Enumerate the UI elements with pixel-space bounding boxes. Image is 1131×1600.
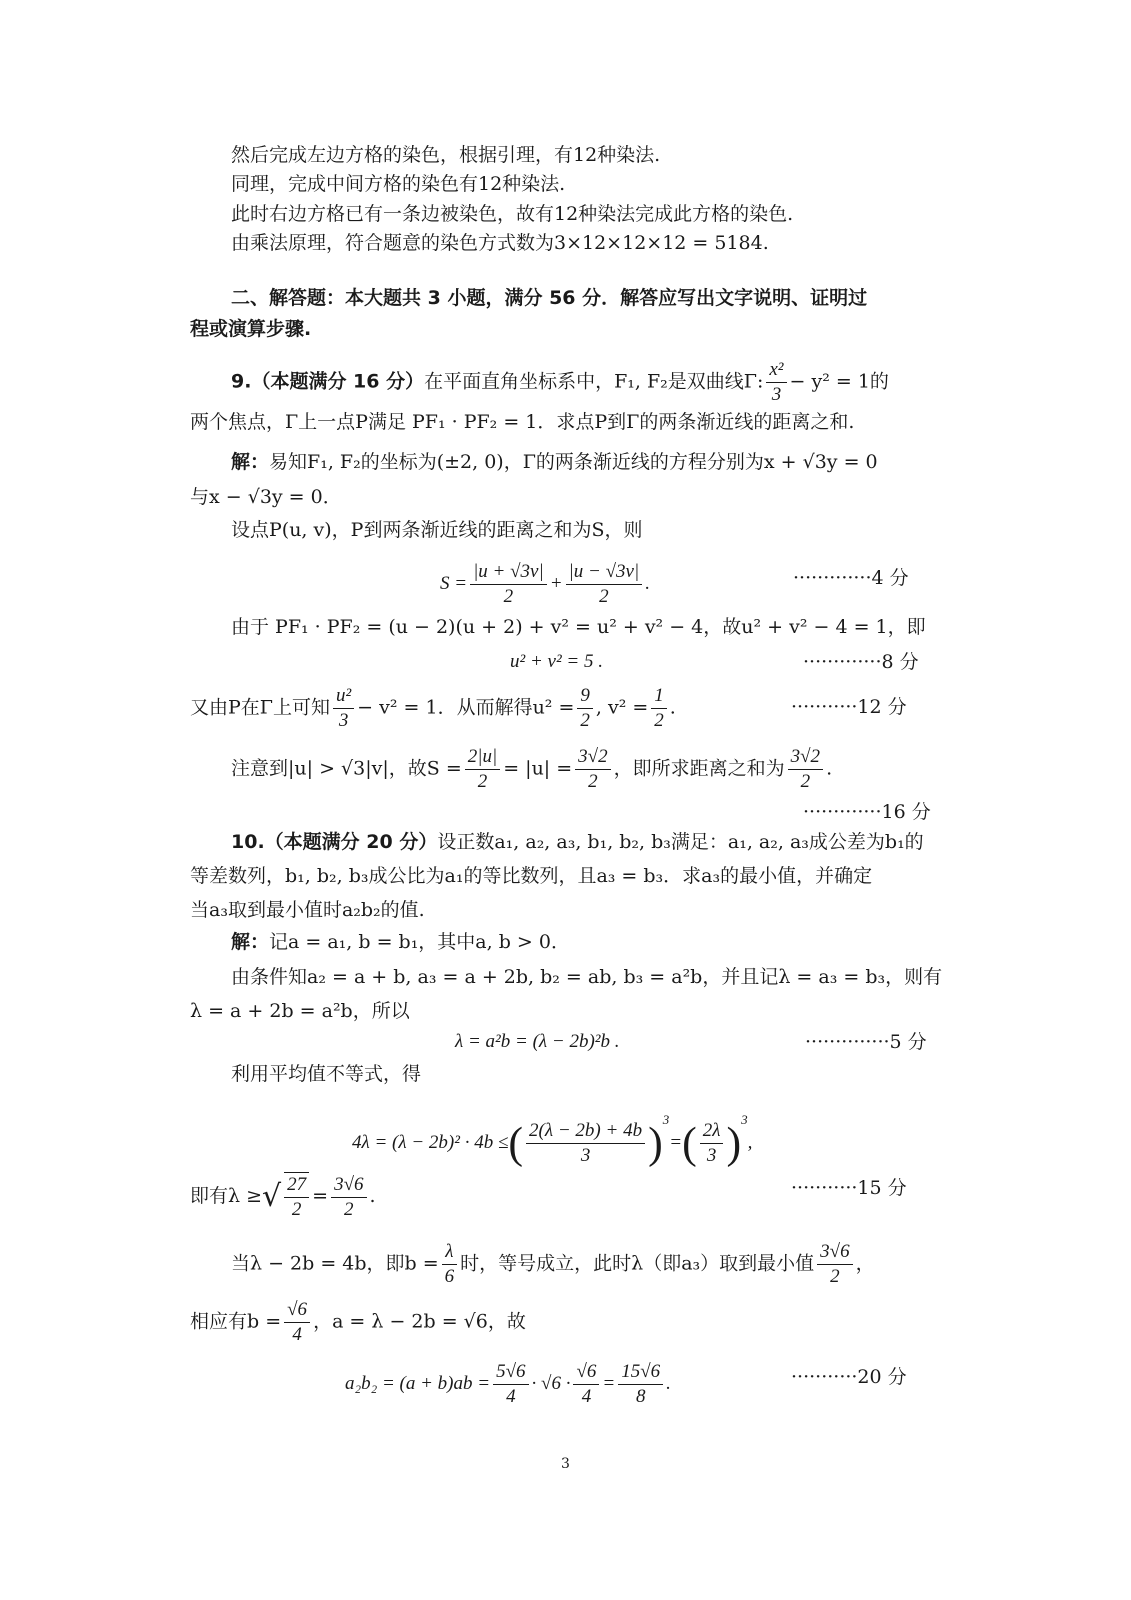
problem-9-statement-line2: 两个焦点，Γ上一点P满足 PF₁ · PF₂ = 1．求点P到Γ的两条渐近线的距离之和. [190, 411, 855, 433]
fraction: $\frac{\text{x²}}{3}$ [766, 358, 786, 407]
fraction: $\frac{9}{2}$ [577, 684, 593, 733]
problem-9-statement: 9.（本题满分 16 分）在平面直角坐标系中，F₁, F₂是双曲线Γ: $\frac{\text{x²}}{3}$ − y² = 1的 [231, 359, 889, 405]
fraction: $\frac{15√6}{8}$ [618, 1360, 663, 1409]
fraction: $\frac{|u - √3v|}{2}$ [566, 560, 643, 609]
intro-line-1: 然后完成左边方格的染色，根据引理，有12种染法. [231, 144, 661, 166]
problem-10-statement-line3: 当a₃取到最小值时a₂b₂的值. [190, 899, 425, 921]
problem-10-solution-line2: 由条件知a₂ = a + b, a₃ = a + 2b, b₂ = ab, b₃ = a²b，并且记λ = a₃ = b₃，则有 [231, 966, 943, 988]
fraction: $\frac{|u + √3v|}{2}$ [470, 560, 547, 609]
fraction: $\frac{3√2}{2}$ [575, 745, 610, 794]
problem-10-solution-line1: 解：记a = a₁, b = b₁，其中a, b > 0． [231, 931, 570, 953]
fraction: $\frac{3√6}{2}$ [331, 1173, 366, 1222]
problem-10-solution-line5: 利用平均值不等式，得 [231, 1063, 422, 1085]
score-marker-5: ··············5 分 [805, 1031, 927, 1053]
fraction: $\frac{27}{2}$ [284, 1172, 309, 1222]
solution-label: 解： [231, 451, 270, 473]
score-marker-4: ·············4 分 [793, 567, 909, 589]
problem-10-statement-line2: 等差数列，b₁, b₂, b₃成公比为a₁的等比数列，且a₃ = b₃．求a₃的最小值，并确定 [190, 865, 873, 887]
fraction: $\frac{2(\lambda - 2b) + 4b}{3}$ [526, 1119, 645, 1168]
page-number: 3 [561, 1456, 570, 1472]
fraction: $\frac{3√6}{2}$ [817, 1240, 852, 1289]
score-marker-15: ···········15 分 [791, 1177, 907, 1199]
equation-lambda: λ = a²b = (λ − 2b)²b . [455, 1031, 620, 1052]
equation-final: a₂b₂ = (a + b)ab = $\frac{5√6}{4}$ · √6 · $\frac{√6}{4}$ = $\frac{15√6}{8}$ . [345, 1361, 671, 1407]
fraction: $\frac{2|u|}{2}$ [465, 745, 500, 794]
intro-line-3: 此时右边方格已有一条边被染色，故有12种染法完成此方格的染色. [231, 203, 794, 225]
section-heading-cont: 程或演算步骤. [190, 318, 312, 340]
problem-9-label: 9.（本题满分 16 分） [231, 370, 425, 393]
fraction: $\frac{\lambda}{6}$ [442, 1240, 458, 1289]
score-marker-20: ···········20 分 [791, 1366, 907, 1388]
problem-10-solution-line8: 当λ − 2b = 4b，即b = $\frac{\lambda}{6}$ 时，等号成立，此时λ（即a₃）取到最小值 $\frac{3√6}{2}$ ， [231, 1241, 875, 1287]
problem-9-solution-line2: 与x − √3y = 0． [190, 486, 342, 508]
problem-9-solution-line3: 设点P(u, v)，P到两条渐近线的距离之和为S，则 [231, 519, 643, 541]
equation-u2v2: u² + v² = 5 . [510, 651, 603, 672]
problem-10-statement: 10.（本题满分 20 分）设正数a₁, a₂, a₃, b₁, b₂, b₃满足：a₁, a₂, a₃成公差为b₁的 [231, 831, 924, 853]
fraction: $\frac{1}{2}$ [651, 684, 667, 733]
score-marker-12: ···········12 分 [791, 696, 907, 718]
section-heading: 二、解答题：本大题共 3 小题，满分 56 分．解答应写出文字说明、证明过 [231, 287, 868, 309]
problem-9-solution-line7: 又由P在Γ上可知 $\frac{\text{u²}}{3}$ − v² = 1．从而解得u² = $\frac{9}{2}$ , v² = $\frac{1}{2}$ . [190, 685, 676, 731]
fraction: $\frac{√6}{4}$ [573, 1360, 599, 1409]
fraction: $\frac{2\lambda}{3}$ [700, 1119, 724, 1168]
fraction: $\frac{\text{u²}}{3}$ [333, 684, 354, 733]
problem-9-solution-line1: 解：易知F₁, F₂的坐标为(±2, 0)，Γ的两条渐近线的方程分别为x + √3y = 0 [231, 451, 878, 473]
problem-10-solution-line3: λ = a + 2b = a²b，所以 [190, 1000, 410, 1022]
equation-inequality: 4λ = (λ − 2b)² · 4b ≤( $\frac{2(\lambda - 2b) + 4b}{3}$ )$^3$=( $\frac{2\lambda}{3}$ )$^3$, [352, 1112, 753, 1168]
intro-line-2: 同理，完成中间方格的染色有12种染法. [231, 173, 566, 195]
fraction: $\frac{5√6}{4}$ [493, 1360, 528, 1409]
problem-10-solution-line9: 相应有b = $\frac{√6}{4}$ ，a = λ − 2b = √6，故 [190, 1299, 526, 1345]
fraction: $\frac{3√2}{2}$ [788, 745, 823, 794]
score-marker-16: ·············16 分 [803, 801, 931, 823]
problem-9-solution-line8: 注意到|u| > √3|v|，故S = $\frac{2|u|}{2}$ = |u| = $\frac{3√2}{2}$ ，即所求距离之和为 $\frac{3√2}{2}$ . [231, 746, 833, 792]
intro-line-4: 由乘法原理，符合题意的染色方式数为3×12×12×12 = 5184. [231, 232, 769, 254]
problem-10-solution-line7: 即有λ ≥√ $\frac{27}{2}$ = $\frac{3√6}{2}$ . [190, 1173, 376, 1220]
problem-10-label: 10.（本题满分 20 分） [231, 831, 438, 853]
equation-S: S = $\frac{|u + √3v|}{2}$ + $\frac{|u - √3v|}{2}$ . [440, 561, 650, 607]
problem-9-solution-line5: 由于 PF₁ · PF₂ = (u − 2)(u + 2) + v² = u² + v² − 4，故u² + v² − 4 = 1，即 [231, 616, 926, 638]
score-marker-8: ·············8 分 [803, 651, 919, 673]
fraction: $\frac{√6}{4}$ [284, 1298, 310, 1347]
solution-label: 解： [231, 931, 270, 953]
